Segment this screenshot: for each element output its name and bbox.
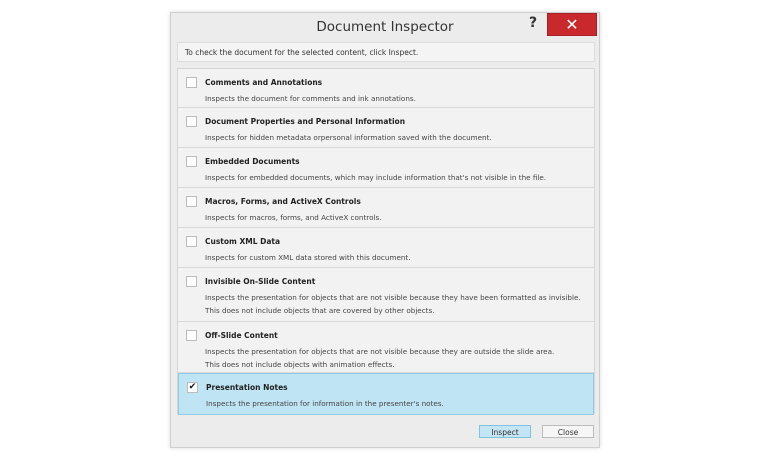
help-button[interactable]: ? <box>529 15 538 31</box>
checkbox[interactable] <box>186 276 197 287</box>
inspection-item[interactable] <box>178 373 594 415</box>
item-name: Embedded Documents <box>205 157 300 166</box>
item-description: Inspects the presentation for objects that are not visible because they have been formatted as invisible. <box>205 293 581 302</box>
item-description: This does not include objects with animation effects. <box>205 360 395 369</box>
inspection-item[interactable] <box>178 188 594 228</box>
info-text: To check the document for the selected content, click Inspect. <box>177 42 595 62</box>
close-button[interactable]: Close <box>542 425 594 438</box>
item-description: Inspects the presentation for information in the presenter's notes. <box>206 399 444 408</box>
checkbox[interactable]: ✔ <box>188 382 197 392</box>
item-description: Inspects for macros, forms, and ActiveX controls. <box>205 213 382 222</box>
checkbox[interactable] <box>186 156 197 167</box>
item-description: Inspects for custom XML data stored with this document. <box>205 253 411 262</box>
dialog-title: Document Inspector <box>316 19 454 35</box>
inspection-item[interactable] <box>178 322 594 373</box>
item-name: Document Properties and Personal Information <box>205 117 406 126</box>
item-name: Comments and Annotations <box>205 78 323 87</box>
close-icon[interactable]: ✕ <box>547 13 597 36</box>
item-description: This does not include objects that are covered by other objects. <box>205 306 435 315</box>
checkbox[interactable] <box>186 196 197 207</box>
item-description: Inspects for hidden metadata orpersonal information saved with the document. <box>205 133 492 142</box>
inspection-item[interactable] <box>178 228 594 268</box>
checkbox[interactable] <box>186 236 197 247</box>
checkbox[interactable] <box>186 77 197 88</box>
inspection-list <box>177 68 595 414</box>
item-name: Invisible On-Slide Content <box>205 277 316 286</box>
item-name: Custom XML Data <box>205 237 281 246</box>
inspection-item[interactable] <box>178 148 594 188</box>
item-description: Inspects the presentation for objects that are not visible because they are outside the slide area. <box>205 347 555 356</box>
inspection-item[interactable] <box>178 108 594 148</box>
checkbox[interactable] <box>186 116 197 127</box>
item-name: Presentation Notes <box>206 383 288 392</box>
inspection-item[interactable] <box>178 268 594 322</box>
document-inspector-dialog <box>170 12 600 448</box>
inspection-item[interactable] <box>178 69 594 108</box>
item-description: Inspects for embedded documents, which may include information that's not visible in the file. <box>205 173 547 182</box>
item-name: Off-Slide Content <box>205 331 278 340</box>
item-description: Inspects the document for comments and ink annotations. <box>205 94 416 103</box>
inspect-button[interactable]: Inspect <box>479 425 531 438</box>
checkbox[interactable] <box>186 330 197 341</box>
item-name: Macros, Forms, and ActiveX Controls <box>205 197 361 206</box>
